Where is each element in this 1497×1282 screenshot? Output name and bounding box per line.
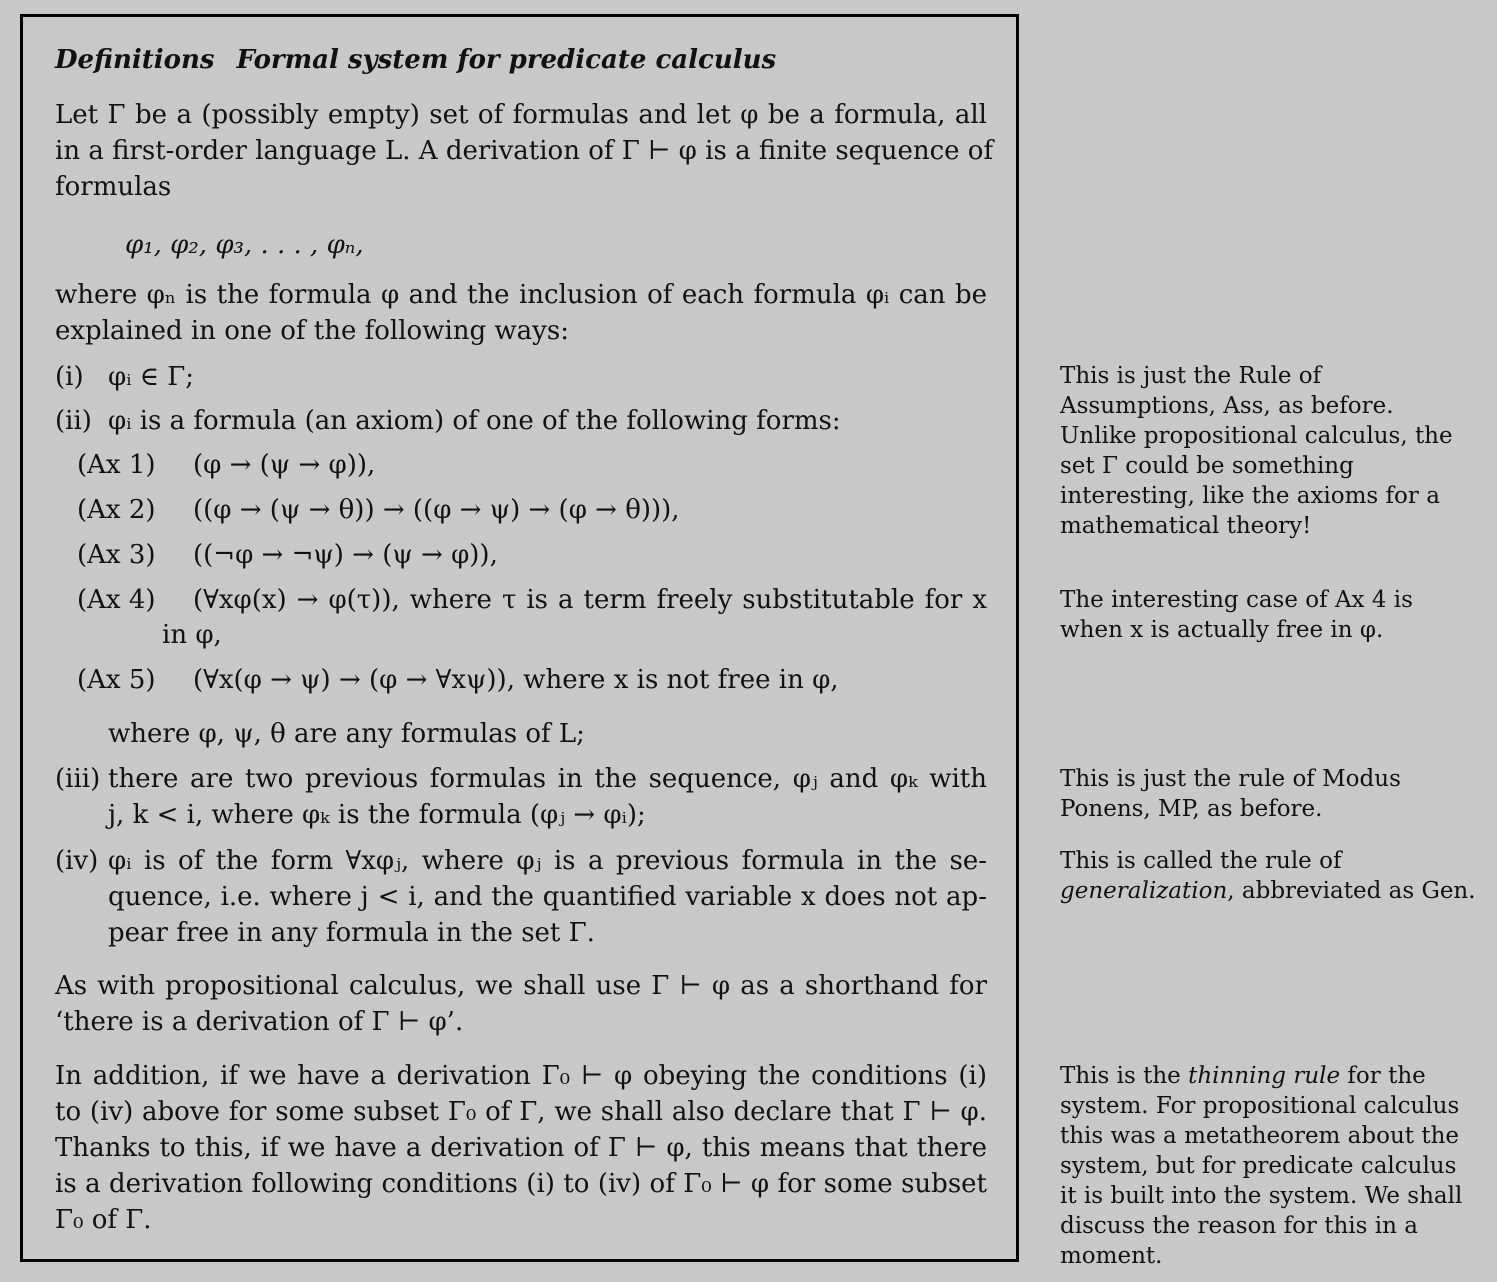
axiom-1-formula: (φ → (ψ → φ)), <box>193 450 376 480</box>
axiom-4-formula: (∀xφ(x) → φ(τ)), where τ is a term freely substitutable for x <box>193 585 987 615</box>
axiom-3-label: (Ax 3) <box>77 540 156 570</box>
axiom-2-label: (Ax 2) <box>77 495 156 525</box>
margin-note-modus-ponens <box>1060 764 1492 824</box>
axioms-where: where φ, ψ, θ are any formulas of L; <box>108 719 585 749</box>
margin-note-thinning <box>1060 1061 1492 1271</box>
axiom-3-formula: ((¬φ → ¬ψ) → (ψ → φ)), <box>193 540 498 570</box>
definition-heading <box>55 42 776 78</box>
rule-ii-label: (ii) <box>55 406 92 436</box>
axiom-4-label: (Ax 4) <box>77 585 156 615</box>
note-line: This is just the rule of Modus <box>1060 766 1401 792</box>
addition-line-5: Γ₀ of Γ. <box>55 1205 152 1235</box>
rule-iii-label: (iii) <box>55 764 101 794</box>
note-line: when x is actually free in φ. <box>1060 617 1384 643</box>
note-line: interesting, like the axioms for a <box>1060 483 1440 509</box>
rule-ii-text: φᵢ is a formula (an axiom) of one of the following forms: <box>108 406 841 436</box>
generalization-term: generalization <box>1060 878 1228 904</box>
note-line-start: This is the <box>1060 1063 1189 1089</box>
intro-line-3: formulas <box>55 172 172 202</box>
thinning-term: thinning rule <box>1188 1063 1341 1089</box>
where-line-2: explained in one of the following ways: <box>55 316 569 346</box>
axiom-5-label: (Ax 5) <box>77 665 156 695</box>
note-line: system, but for predicate calculus <box>1060 1153 1457 1179</box>
margin-note-assumptions <box>1060 361 1492 541</box>
note-line: The interesting case of Ax 4 is <box>1060 587 1413 613</box>
rule-i-label: (i) <box>55 362 84 392</box>
addition-line-3: Thanks to this, if we have a derivation of Γ ⊢ φ, this means that there <box>55 1133 987 1163</box>
shorthand-line-2: ‘there is a derivation of Γ ⊢ φ’. <box>55 1007 464 1037</box>
note-line: mathematical theory! <box>1060 513 1312 539</box>
definition-label: Definitions <box>55 45 215 75</box>
axiom-5-formula: (∀x(φ → ψ) → (φ → ∀xψ)), where x is not free in φ, <box>193 665 839 695</box>
note-line <box>1060 876 1492 906</box>
rule-iii-line-1: there are two previous formulas in the sequence, φⱼ and φₖ with <box>108 764 987 794</box>
note-line: system. For propositional calculus <box>1060 1093 1460 1119</box>
rule-i-text: φᵢ ∈ Γ; <box>108 362 195 392</box>
axiom-1-label: (Ax 1) <box>77 450 156 480</box>
note-line: This is just the Rule of <box>1060 363 1322 389</box>
rule-iii-line-2: j, k < i, where φₖ is the formula (φⱼ → φᵢ); <box>108 800 646 830</box>
note-line: discuss the reason for this in a <box>1060 1213 1418 1239</box>
addition-line-4: is a derivation following conditions (i) to (iv) of Γ₀ ⊢ φ for some subset <box>55 1169 987 1199</box>
note-line-end: for the <box>1340 1063 1426 1089</box>
definition-title: Formal system for predicate calculus <box>236 45 777 75</box>
note-line <box>1060 1061 1492 1091</box>
rule-iv-line-3: pear free in any formula in the set Γ. <box>108 918 595 948</box>
formula-sequence: φ₁, φ₂, φ₃, . . . , φₙ, <box>125 230 364 260</box>
margin-note-generalization <box>1060 846 1492 906</box>
axiom-4-continuation: in φ, <box>162 620 222 650</box>
note-line: set Γ could be something <box>1060 453 1354 479</box>
rule-iv-label: (iv) <box>55 846 99 876</box>
note-line: Assumptions, Ass, as before. <box>1060 393 1394 419</box>
intro-line-2: in a first-order language L. A derivation of Γ ⊢ φ is a finite sequence of <box>55 136 994 166</box>
note-line: moment. <box>1060 1243 1163 1269</box>
note-line: it is built into the system. We shall <box>1060 1183 1463 1209</box>
note-line: this was a metatheorem about the <box>1060 1123 1459 1149</box>
note-line: Ponens, MP, as before. <box>1060 796 1323 822</box>
note-line-rest: , abbreviated as Gen. <box>1227 878 1476 904</box>
margin-note-ax4 <box>1060 585 1492 645</box>
where-line-1: where φₙ is the formula φ and the inclusion of each formula φᵢ can be <box>55 280 987 310</box>
shorthand-line-1: As with propositional calculus, we shall use Γ ⊢ φ as a shorthand for <box>55 971 987 1001</box>
note-line: This is called the rule of <box>1060 848 1342 874</box>
addition-line-1: In addition, if we have a derivation Γ₀ ⊢ φ obeying the conditions (i) <box>55 1061 987 1091</box>
intro-line-1: Let Γ be a (possibly empty) set of formulas and let φ be a formula, all <box>55 100 987 130</box>
addition-line-2: to (iv) above for some subset Γ₀ of Γ, we shall also declare that Γ ⊢ φ. <box>55 1097 987 1127</box>
axiom-2-formula: ((φ → (ψ → θ)) → ((φ → ψ) → (φ → θ))), <box>193 495 680 525</box>
note-line: Unlike propositional calculus, the <box>1060 423 1453 449</box>
rule-iv-line-1: φᵢ is of the form ∀xφⱼ, where φⱼ is a previous formula in the se- <box>108 846 987 876</box>
rule-iv-line-2: quence, i.e. where j < i, and the quantified variable x does not ap- <box>108 882 987 912</box>
